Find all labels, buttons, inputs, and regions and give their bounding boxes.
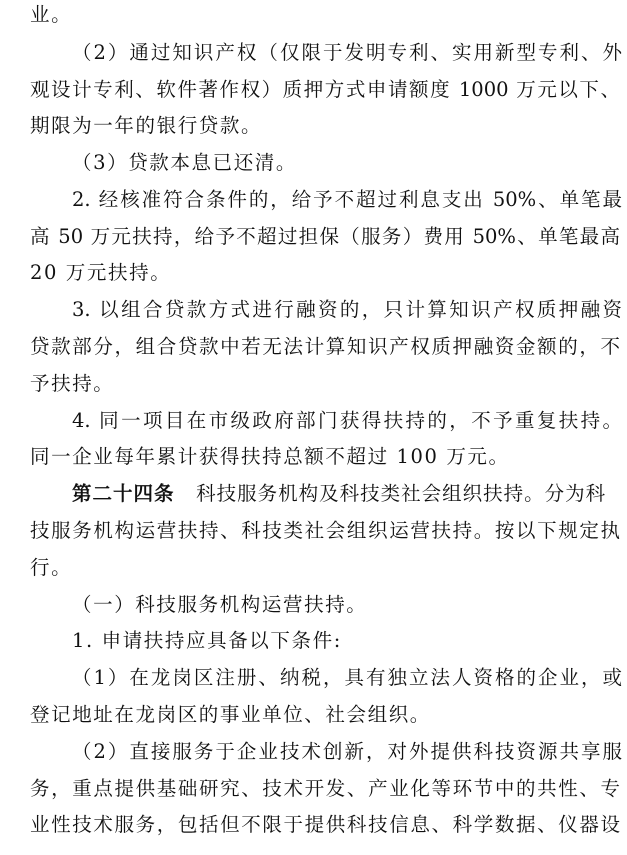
paragraph-line: 4. 同一项目在市级政府部门获得扶持的，不予重复扶持。 bbox=[72, 409, 622, 432]
paragraph-line: （3）贷款本息已还清。 bbox=[72, 151, 298, 174]
paragraph-line: 业。 bbox=[30, 3, 73, 26]
paragraph-line: 行。 bbox=[30, 556, 73, 579]
paragraph-line: 2. 经核准符合条件的，给予不超过利息支出 50%、单笔最 bbox=[72, 188, 622, 211]
paragraph-line: 3. 以组合贷款方式进行融资的，只计算知识产权质押融资 bbox=[72, 298, 622, 321]
section-heading: （一）科技服务机构运营扶持。 bbox=[72, 593, 368, 616]
paragraph-line: 登记地址在龙岗区的事业单位、社会组织。 bbox=[30, 703, 431, 726]
article-heading-line bbox=[72, 481, 622, 506]
paragraph-line: 业性技术服务，包括但不限于提供科技信息、科学数据、仪器设 bbox=[30, 813, 620, 836]
article-number: 第二十四条 bbox=[72, 482, 175, 505]
paragraph-line: 同一企业每年累计获得扶持总额不超过 100 万元。 bbox=[30, 445, 510, 468]
paragraph-line: 技服务机构运营扶持、科技类社会组织运营扶持。按以下规定执 bbox=[30, 519, 620, 542]
paragraph-line: 务，重点提供基础研究、技术开发、产业化等环节中的共性、专 bbox=[30, 777, 620, 800]
paragraph-line: 20 万元扶持。 bbox=[30, 261, 172, 284]
paragraph-line: 1. 申请扶持应具备以下条件: bbox=[72, 629, 342, 652]
article-text: 科技服务机构及科技类社会组织扶持。分为科 bbox=[196, 482, 607, 505]
paragraph-line: （2）直接服务于企业技术创新，对外提供科技资源共享服 bbox=[72, 740, 622, 763]
paragraph-line: 期限为一年的银行贷款。 bbox=[30, 114, 263, 137]
paragraph-line: （2）通过知识产权（仅限于发明专利、实用新型专利、外 bbox=[72, 41, 622, 64]
paragraph-line: 观设计专利、软件著作权）质押方式申请额度 1000 万元以下、 bbox=[30, 78, 620, 101]
paragraph-line: （1）在龙岗区注册、纳税，具有独立法人资格的企业，或 bbox=[72, 666, 622, 689]
paragraph-line: 予扶持。 bbox=[30, 372, 115, 395]
paragraph-line: 高 50 万元扶持，给予不超过担保（服务）费用 50%、单笔最高 bbox=[30, 225, 620, 248]
paragraph-line: 贷款部分，组合贷款中若无法计算知识产权质押融资金额的，不 bbox=[30, 335, 620, 358]
